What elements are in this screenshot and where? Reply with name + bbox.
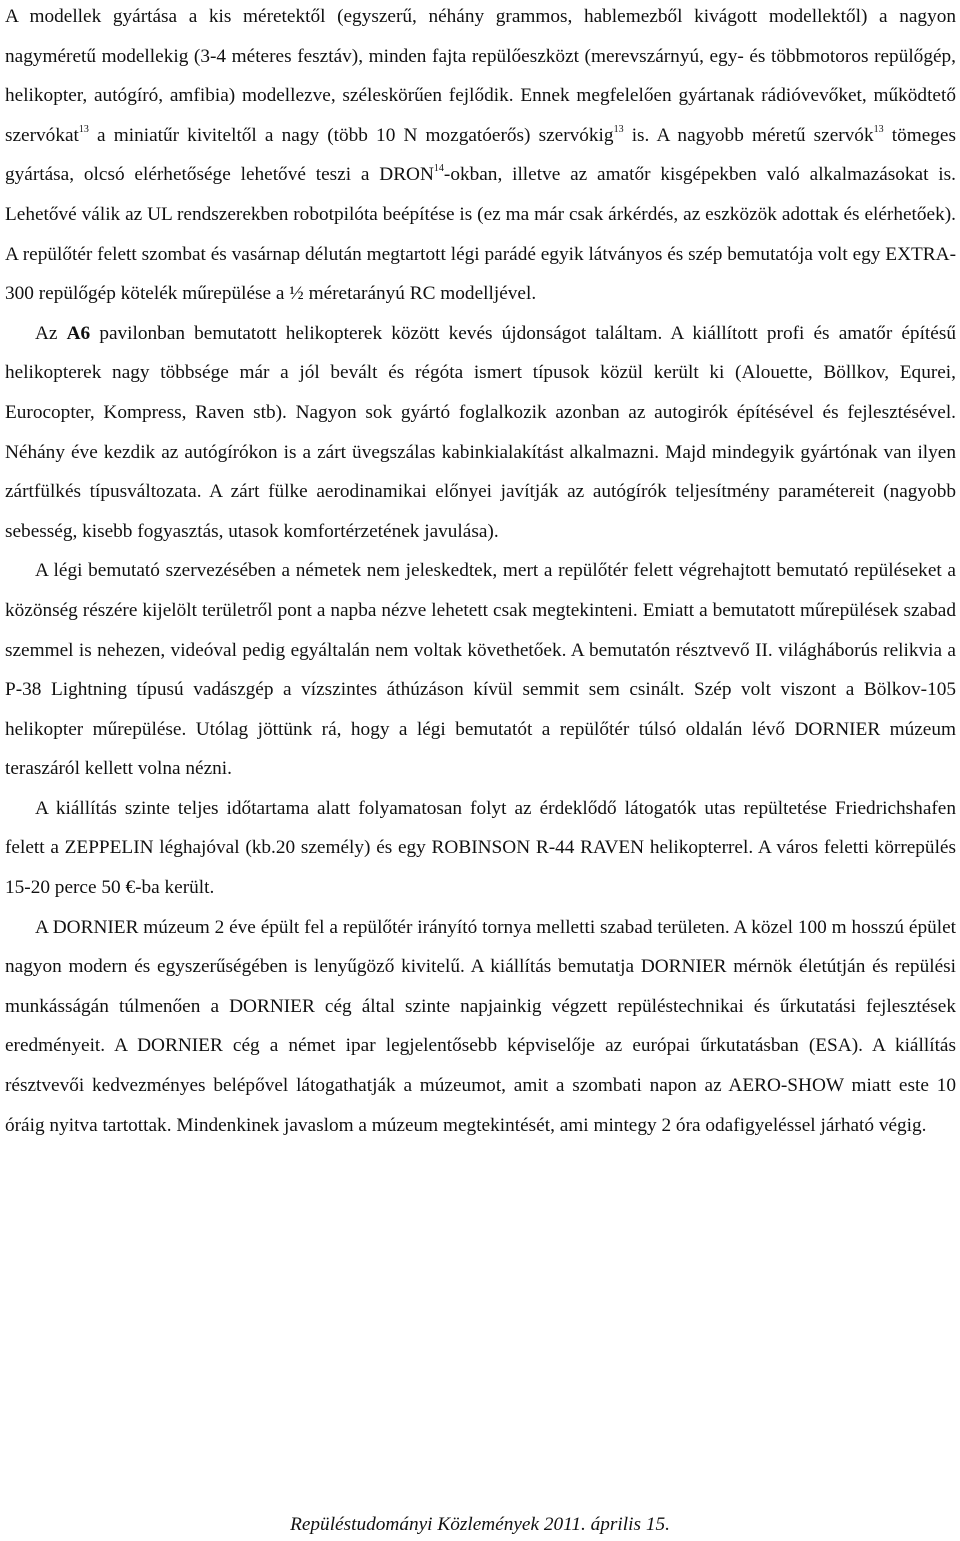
paragraph-passenger-flights: A kiállítás szinte teljes időtartama alatt folyamatosan folyt az érdeklődő látogatók utas repültetése Friedrichshafen felett a ZEPPELIN léghajóval (kb.20 személy) és egy ROBINSON R-44 RAVEN helikopterrel. A város feletti körrepülés 15-20 perce 50 €-ba került. [5,797,956,899]
footnote-ref: 13 [78,123,89,135]
paragraph-models [5,0,956,314]
paragraph-helicopters [5,314,956,552]
text-run: pavilonban bemutatott helikopterek között kevés újdonságot találtam. A kiállított profi és amatőr építésű helikopterek nagy többsége már a jól bevált és régóta ismert típusok közül került ki (Alouette, Böllkov, Equrei, Eurocopter, Kompress, Raven stb). Nagyon sok gyártó foglalkozik azonban az autogirók építésével és fejlesztésével. Néhány éve kezdik az autógírókon is a zárt üvegszálas kabinkialakítást alkalmazni. Majd mindegyik gyártónak van ilyen zártfülkés típusváltozata. A zárt fülke aerodinamikai előnyei javítják az autógírók teljesítmény paramétereit (nagyobb sebesség, kisebb fogyasztás, utasok komfortérzetének javulása). [5,322,956,542]
page-footer [0,1514,960,1536]
text-run: tömeges gyártása, olcsó elérhetősége lehetővé teszi a DRON [5,124,956,186]
footnote-ref: 14 [433,163,444,175]
footnote-ref: 13 [873,123,884,135]
document-body [5,0,956,1145]
text-run: is. A nagyobb méretű szervók [623,124,874,146]
text-run: Az [35,322,67,344]
pavilion-label: A6 [66,322,91,344]
text-run: -okban, illetve az amatőr kisgépekben való alkalmazásokat is. Lehetővé válik az UL rendszerekben robotpilóta beépítése is (ez ma már csak árkérdés, az eszközök adottak és elérhetőek). A repülőtér felett szombat és vasárnap délután megtartott légi parádé egyik látványos és szép bemutatója volt egy EXTRA-300 repülőgép kötelék műrepülése a ½ méretarányú RC modelljével. [5,164,956,305]
paragraph-dornier-museum: A DORNIER múzeum 2 éve épült fel a repülőtér irányító tornya melletti szabad területen. A közel 100 m hosszú épület nagyon modern és egyszerűségében is lenyűgöző kivitelű. A kiállítás bemutatja DORNIER mérnök életútján és repülési munkásságán túlmenően a DORNIER cég által szinte napjainkig végzett repüléstechnikai és űrkutatási fejlesztések eredményeit. A DORNIER cég a német ipar legjelentősebb képviselője az európai űrkutatásban (ESA). A kiállítás résztvevői kedvezményes belépővel látogathatják a múzeumot, amit a szombati napon az AERO-SHOW miatt este 10 óráig nyitva tartottak. Mindenkinek javaslom a múzeum megtekintését, ami mintegy 2 óra odafigyeléssel járható végig. [5,916,956,1136]
footer-text: Repüléstudományi Közlemények 2011. április 15. [290,1514,670,1535]
text-run: A modellek gyártása a kis méretektől (egyszerű, néhány grammos, hablemezből kivágott modellektől) a nagyon nagyméretű modellekig (3-4 méteres fesztáv), minden fajta repülőeszközt (merevszárnyú, egy- és többmotoros repülőgép, helikopter, autógíró, amfibia) modellezve, széleskörűen fejlődik. Ennek megfelelően gyártanak rádióvevőket, működtető szervókat [5,6,956,146]
text-run: a miniatűr kiviteltől a nagy (több 10 N mozgatóerős) szervókig [88,124,614,146]
footnote-ref: 13 [613,123,624,135]
paragraph-air-show: A légi bemutató szervezésében a németek nem jeleskedtek, mert a repülőtér felett végrehajtott bemutató repüléseket a közönség részére kijelölt területről pont a napba nézve lehetett csak megtekinteni. Emiatt a bemutatott műrepülések szabad szemmel is nehezen, videóval pedig egyáltalán nem voltak követhetőek. A bemutatón résztvevő II. világháborús relikvia a P-38 Lightning típusú vadászgép a vízszintes áthúzáson kívül semmit sem csinált. Szép volt viszont a Bölkov-105 helikopter műrepülése. Utólag jöttünk rá, hogy a légi bemutatót a repülőtér túlsó oldalán lévő DORNIER múzeum teraszáról kellett volna nézni. [5,560,956,780]
